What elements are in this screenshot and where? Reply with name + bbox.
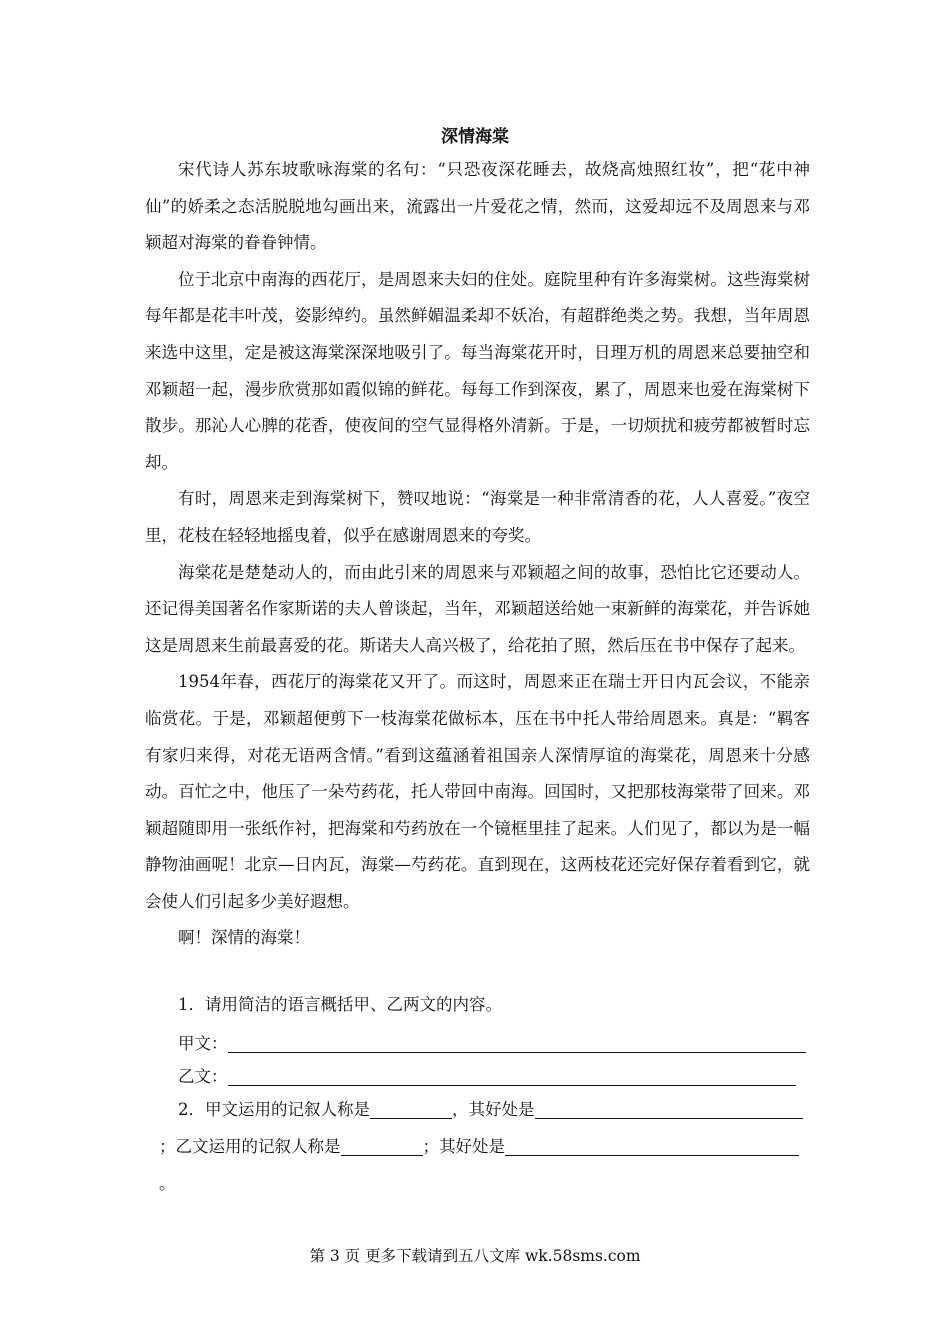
page-footer: 第 3 页 更多下载请到五八文库 wk.58sms.com: [309, 1247, 641, 1265]
paragraph-6: 啊！深情的海棠！: [178, 928, 310, 948]
question-2-text-2: ，其好处是: [452, 1100, 535, 1119]
q2-person-blank-b[interactable]: [341, 1137, 423, 1156]
answer-b-label: 乙文：: [178, 1067, 228, 1086]
answer-a-label: 甲文：: [178, 1034, 228, 1053]
question-2-text-3: ；乙文运用的记叙人称是: [159, 1137, 341, 1156]
paragraph-5: 1954年春，西花厅的海棠花又开了。而这时，周恩来正在瑞士开日内瓦会议，不能亲临赏花。于是，邓颖超便剪下一枝海棠花做标本，压在书中托人带给周恩来。真是：“羁客有家归来得，对花无语两含情。”看到这蕴涵着祖国亲人深情厚谊的海棠花，周恩来十分感动。百忙之中，他压了一朵芍药花，托人带回中南海。回国时，又把那枝海棠带了回来。邓颖超随即用一张纸作衬，把海棠和芍药放在一个镜框里挂了起来。人们见了，都以为是一幅静物油画呢！北京—日内瓦，海棠—芍药花。直到现在，这两枝花还完好保存着看到它，就会使人们引起多少美好遐想。: [145, 672, 810, 911]
answer-line-a: [145, 1030, 810, 1054]
question-2-end: [145, 1170, 810, 1194]
question-2-end-mark: 。: [159, 1174, 176, 1193]
paragraph-4: 海棠花是楚楚动人的，而由此引来的周恩来与邓颖超之间的故事，恐怕比它还要动人。还记得美国著名作家斯诺的夫人曾谈起，当年，邓颖超送给她一束新鲜的海棠花，并告诉她这是周恩来生前最喜爱的花。斯诺夫人高兴极了，给花拍了照，然后压在书中保存了起来。: [145, 562, 810, 655]
q2-benefit-blank-a[interactable]: [535, 1100, 803, 1119]
paragraph-3: 有时，周恩来走到海棠树下，赞叹地说：“海棠是一种非常清香的花，人人喜爱。”夜空里，花枝在轻轻地摇曳着，似乎在感谢周恩来的夸奖。: [145, 489, 810, 545]
article-title: 深情海棠: [441, 127, 509, 147]
q2-person-blank-a[interactable]: [370, 1100, 452, 1119]
paragraph-2: 位于北京中南海的西花厅，是周恩来夫妇的住处。庭院里种有许多海棠树。这些海棠树每年都是花丰叶茂，姿影绰约。虽然鲜媚温柔却不妖冶，有超群绝类之势。我想，当年周恩来选中这里，定是被这海棠深深地吸引了。每当海棠花开时，日理万机的周恩来总要抽空和邓颖超一起，漫步欣赏那如霞似锦的鲜花。每每工作到深夜，累了，周恩来也爱在海棠树下散步。那沁人心脾的花香，使夜间的空气显得格外清新。于是，一切烦扰和疲劳都被暂时忘却。: [145, 269, 810, 472]
article-body: [145, 152, 810, 957]
answer-a-blank[interactable]: [228, 1034, 806, 1053]
answer-b-blank[interactable]: [228, 1067, 796, 1086]
answer-line-b: [145, 1063, 810, 1087]
q2-benefit-blank-b[interactable]: [505, 1137, 799, 1156]
question-2-text-4: ；其好处是: [422, 1137, 505, 1156]
question-2: [145, 1096, 810, 1120]
question-2-text-1: 2．甲文运用的记叙人称是: [178, 1100, 370, 1119]
question-2-continued: [145, 1133, 810, 1157]
paragraph-1: 宋代诗人苏东坡歌咏海棠的名句：“只恐夜深花睡去，故烧高烛照红妆”，把“花中神仙”的娇柔之态活脱脱地勾画出来，流露出一片爱花之情，然而，这爱却远不及周恩来与邓颖超对海棠的眷眷钟情。: [145, 160, 810, 253]
question-1-text: 1．请用简洁的语言概括甲、乙两文的内容。: [178, 995, 502, 1014]
question-1: [145, 991, 810, 1015]
